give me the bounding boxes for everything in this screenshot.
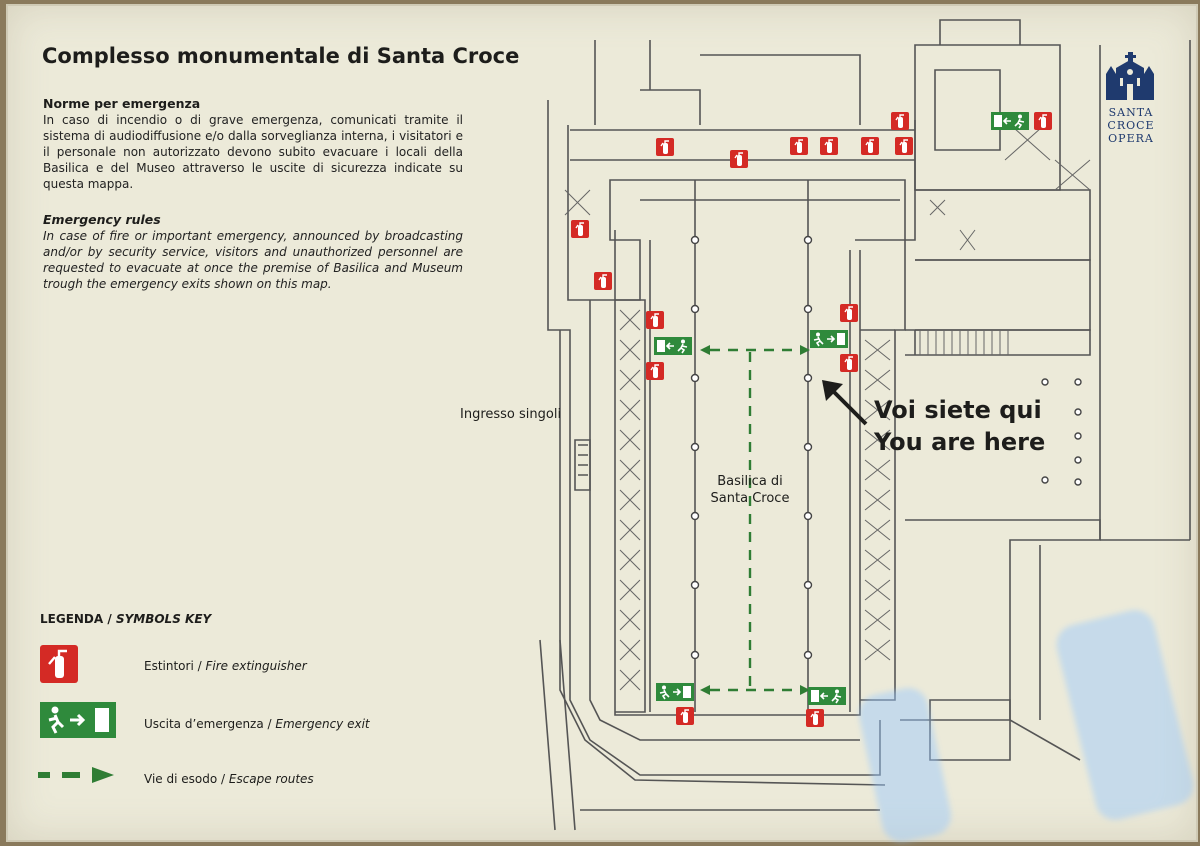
page-title: Complesso monumentale di Santa Croce [42,44,520,68]
you-are-here-it: Voi siete qui [874,396,1042,424]
legend-item-emergency-exit [144,717,370,731]
legend-label-en: Emergency exit [275,717,370,731]
basilica-label-line2: Santa Croce [710,491,790,506]
legend-label-en: Escape routes [228,772,314,786]
rules-it-heading: Norme per emergenza [43,96,201,111]
legend-emergency-exit-icon [40,702,116,738]
logo-line-1: SANTA [1108,106,1154,119]
rules-en-heading: Emergency rules [43,212,161,227]
legend-separator: / [193,659,206,673]
basilica-label [690,473,810,507]
legend-title-separator: / [103,612,116,626]
legend-label-it: Vie di esodo [144,772,218,786]
legend-label-it: Uscita d’emergenza [144,717,264,731]
legend-separator: / [217,772,229,786]
legend-separator: / [263,717,276,731]
legend-title-it: LEGENDA [40,612,104,626]
legend-item-escape-routes [144,772,314,786]
legend-item-fire-extinguisher [144,659,307,673]
logo-line-2: CROCE [1107,119,1155,132]
legend-fire-extinguisher-icon [40,645,78,683]
legend-escape-route-icon [38,767,114,783]
basilica-label-line1: Basilica di [717,474,783,489]
rules-it-text: In caso di incendio o di grave emergenza, comunicati tramite il sistema di audiodiffusione e/o dalla sorveglianza interna, i visitatori e il personale non autorizzato devono subito evacuare i locali della Basilica e del Museo attraverso le uscite di sicurezza indicate su questa mappa. [43,113,463,191]
logo-line-3: OPERA [1108,132,1154,145]
legend-label-it: Estintori [144,659,194,673]
rules-en-text: In case of fire or important emergency, announced by broadcasting and/or by security service, visitors and unauthorized personnel are requested to evacuate at once the premise of Basilica and Museum trough the emergency exits shown on this map. [43,229,463,291]
you-are-here-en: You are here [874,428,1046,456]
entrance-label: Ingresso singoli [460,407,562,422]
legend-title-en: SYMBOLS KEY [115,612,212,626]
legend-label-en: Fire extinguisher [205,659,307,673]
